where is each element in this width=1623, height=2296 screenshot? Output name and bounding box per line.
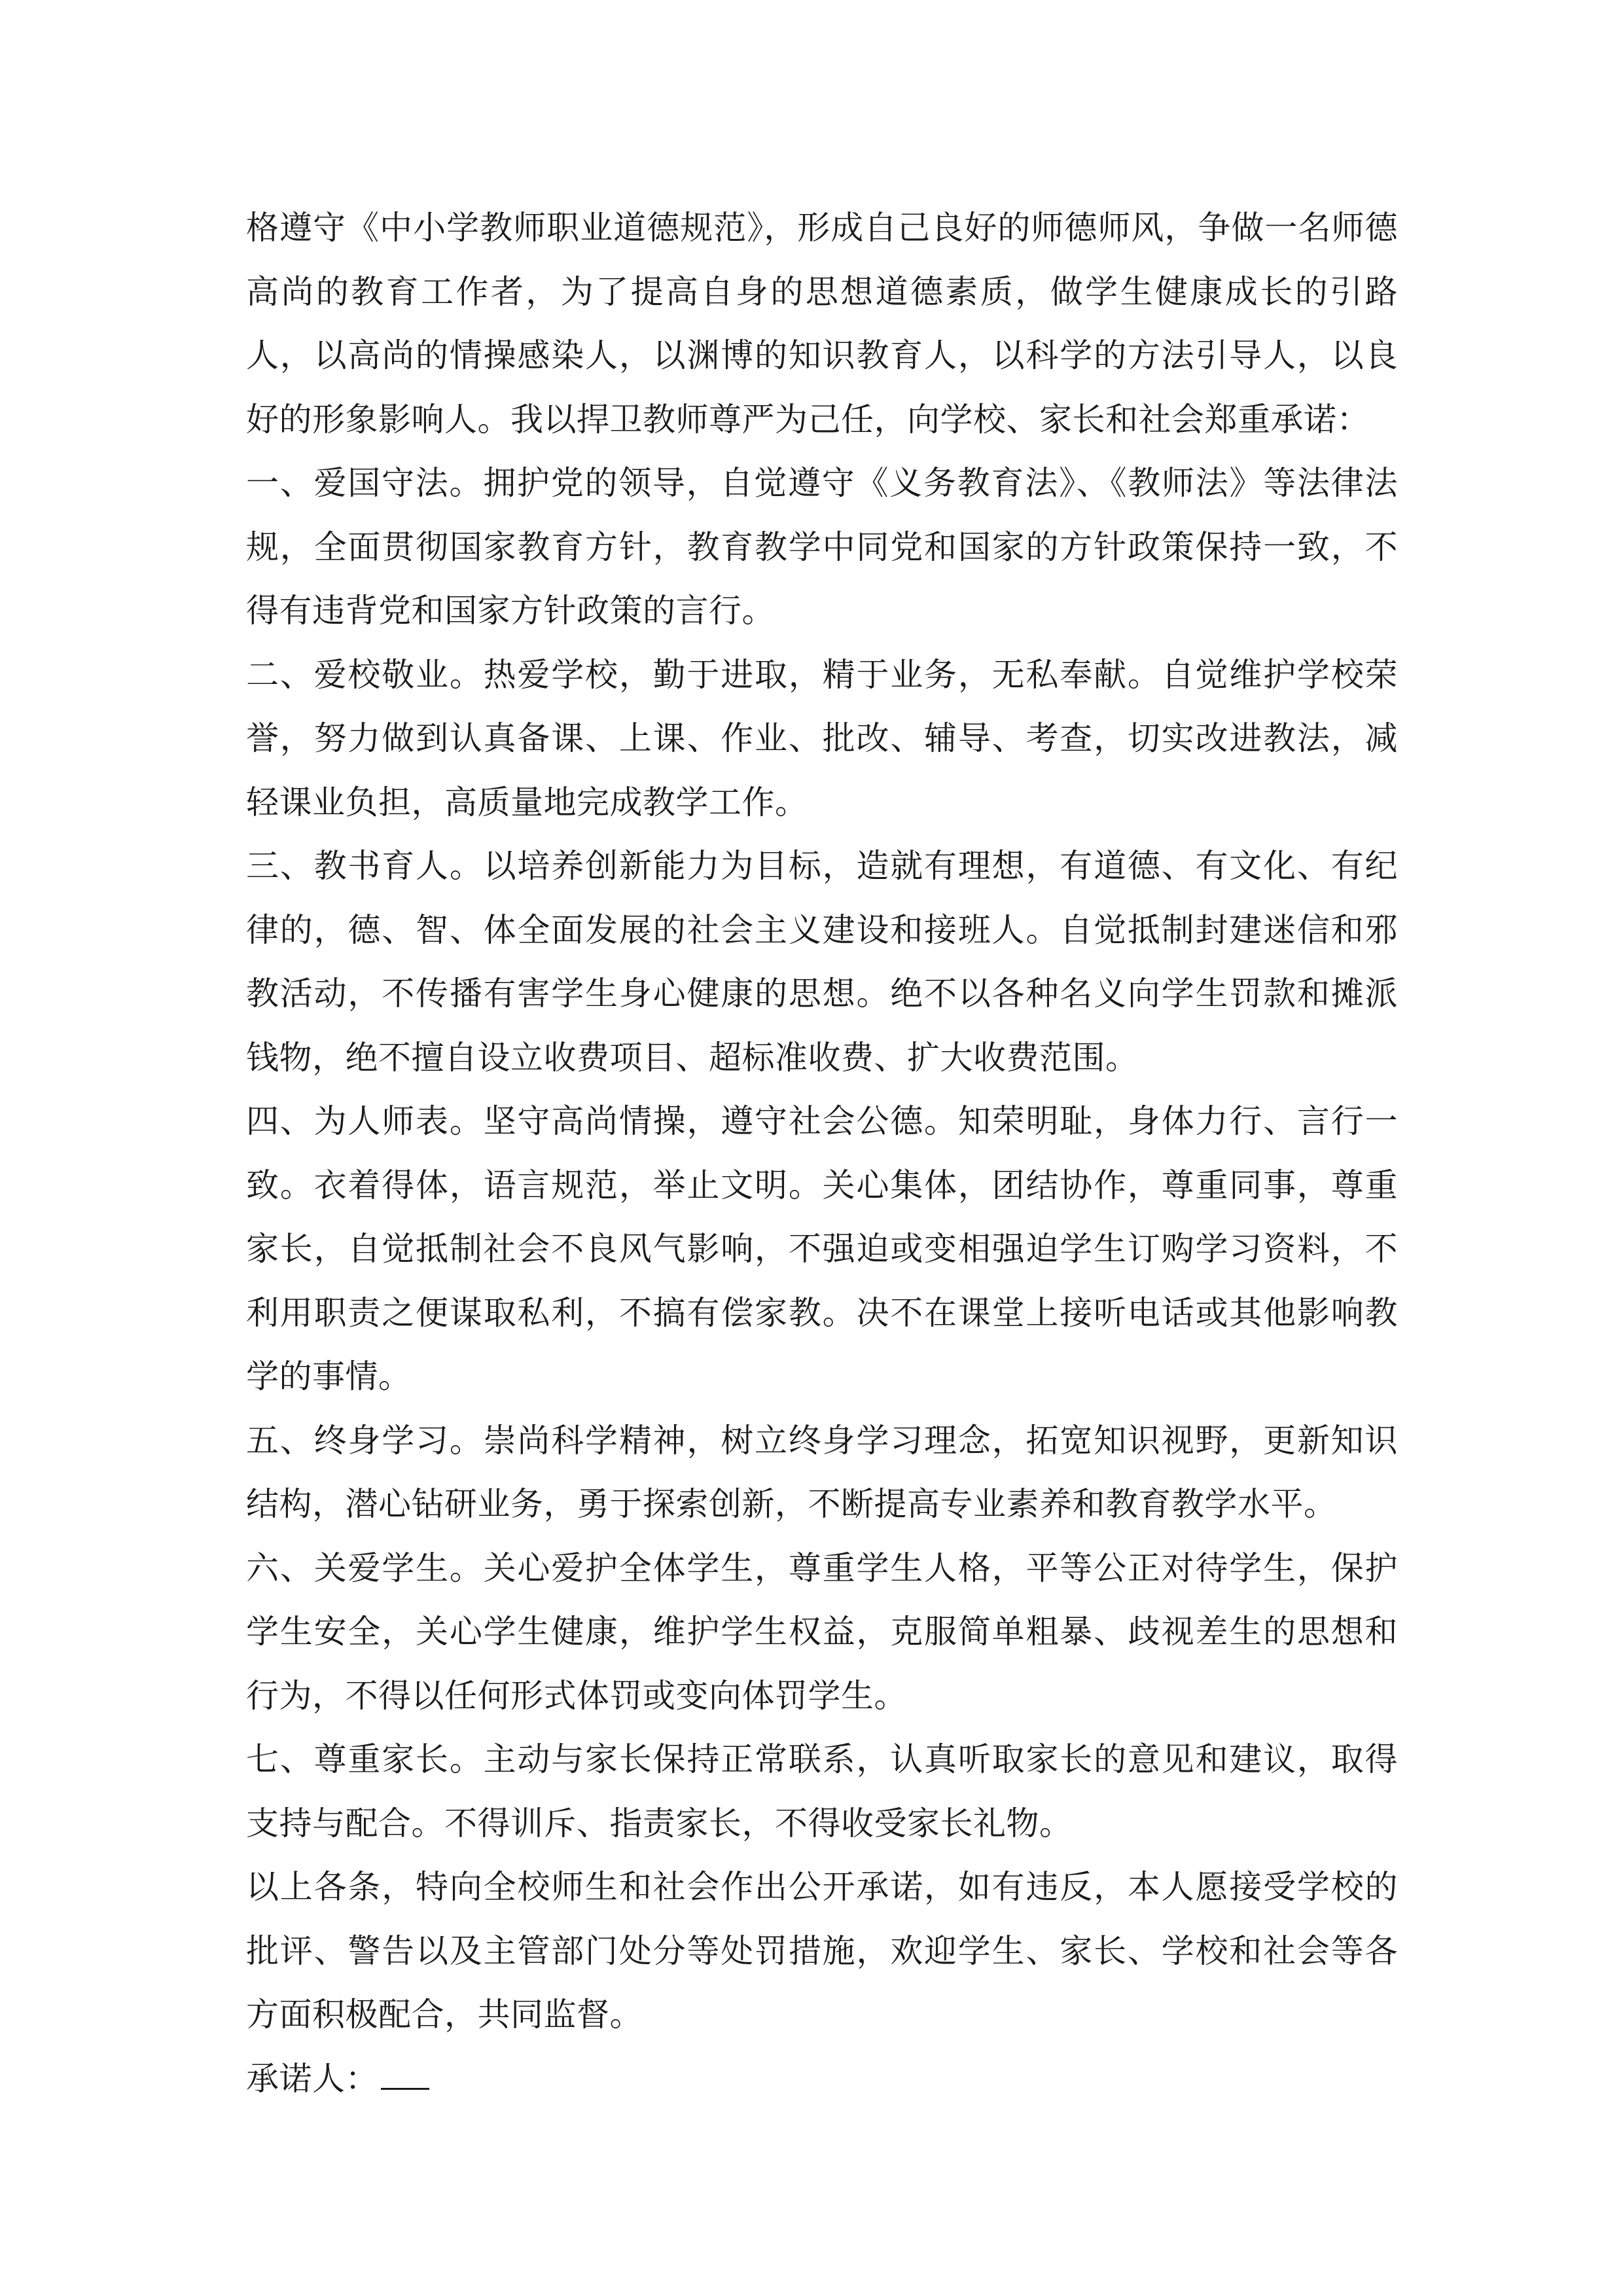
pledge-item-6: 六、关爱学生。关心爱护全体学生，尊重学生人格，平等公正对待学生，保护学生安全，关心学生健康，维护学生权益，克服简单粗暴、歧视差生的思想和行为，不得以任何形式体罚或变向体罚学生。: [246, 1549, 1398, 1715]
signature-label: 承诺人：: [246, 2059, 378, 2098]
document-body: [246, 196, 1398, 2111]
closing-paragraph: 以上各条，特向全校师生和社会作出公开承诺，如有违反，本人愿接受学校的批评、警告以及主管部门处分等处罚措施，欢迎学生、家长、学校和社会等各方面积极配合，共同监督。: [246, 1868, 1398, 2034]
pledge-item-1: 一、爱国守法。拥护党的领导，自觉遵守《义务教育法》、《教师法》等法律法规，全面贯彻国家教育方针，教育教学中同党和国家的方针政策保持一致，不得有违背党和国家方针政策的言行。: [246, 464, 1398, 630]
pledge-item-4: 四、为人师表。坚守高尚情操，遵守社会公德。知荣明耻，身体力行、言行一致。衣着得体，语言规范，举止文明。关心集体，团结协作，尊重同事，尊重家长，自觉抵制社会不良风气影响，不强迫或变相强迫学生订购学习资料，不利用职责之便谋取私利，不搞有偿家教。决不在课堂上接听电话或其他影响教学的事情。: [246, 1102, 1398, 1395]
pledge-item-7: 七、尊重家长。主动与家长保持正常联系，认真听取家长的意见和建议，取得支持与配合。不得训斥、指责家长，不得收受家长礼物。: [246, 1740, 1398, 1842]
signature-blank-line: [381, 2059, 429, 2090]
signature-row: [246, 2047, 1398, 2111]
pledge-item-3: 三、教书育人。以培养创新能力为目标，造就有理想，有道德、有文化、有纪律的，德、智、体全面发展的社会主义建设和接班人。自觉抵制封建迷信和邪教活动，不传播有害学生身心健康的思想。绝不以各种名义向学生罚款和摊派钱物，绝不擅自设立收费项目、超标准收费、扩大收费范围。: [246, 847, 1398, 1077]
intro-paragraph: 格遵守《中小学教师职业道德规范》，形成自己良好的师德师风，争做一名师德高尚的教育工作者，为了提高自身的思想道德素质，做学生健康成长的引路人，以高尚的情操感染人，以渊博的知识教育人，以科学的方法引导人，以良好的形象影响人。我以捍卫教师尊严为己任，向学校、家长和社会郑重承诺：: [246, 209, 1398, 439]
pledge-item-2: 二、爱校敬业。热爱学校，勤于进取，精于业务，无私奉献。自觉维护学校荣誉，努力做到认真备课、上课、作业、批改、辅导、考查，切实改进教法，减轻课业负担，高质量地完成教学工作。: [246, 655, 1398, 821]
pledge-item-5: 五、终身学习。崇尚科学精神，树立终身学习理念，拓宽知识视野，更新知识结构，潜心钻研业务，勇于探索创新，不断提高专业素养和教育教学水平。: [246, 1421, 1398, 1523]
